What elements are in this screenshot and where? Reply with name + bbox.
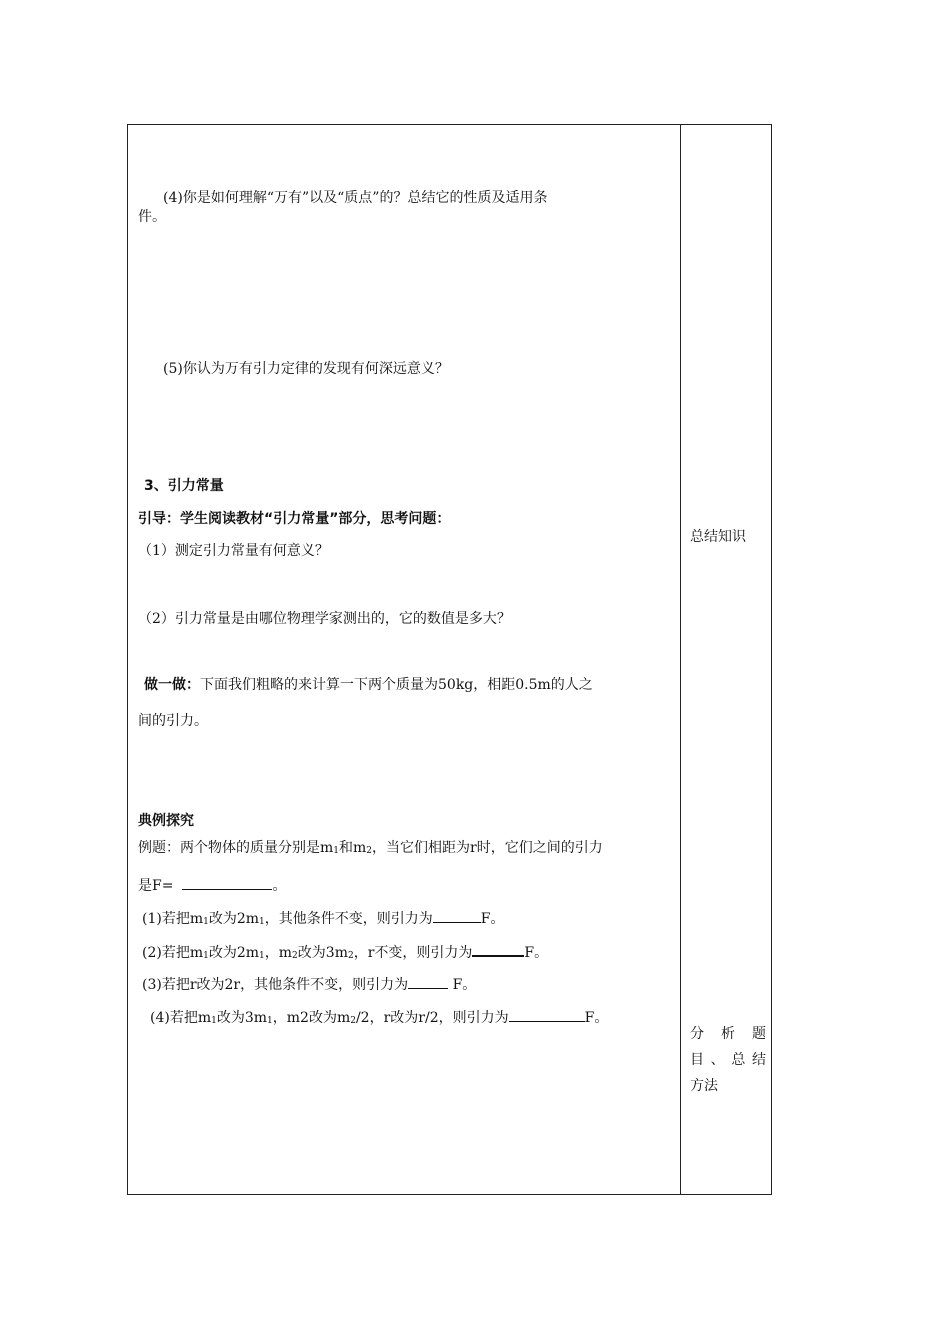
doit-line2: 间的引力。 [138, 713, 208, 729]
doit-line1 [144, 675, 593, 695]
answer-blank-2[interactable] [472, 941, 524, 957]
answer-blank-1[interactable] [433, 908, 481, 923]
answer-blank-f[interactable] [182, 875, 272, 890]
section-3-question-2: （2）引力常量是由哪位物理学家测出的，它的数值是多大？ [138, 611, 511, 627]
side-note-analyze-line3: 方法 [690, 1078, 718, 1094]
doit-label: 做一做： [144, 677, 200, 693]
example-heading: 典例探究 [138, 813, 194, 829]
section-3-question-1: （1）测定引力常量有何意义？ [138, 543, 329, 559]
column-divider [680, 125, 681, 1194]
section-3-heading: 3、引力常量 [144, 478, 224, 494]
side-note-analyze-line1: 分析题 [690, 1026, 766, 1042]
lesson-table [127, 124, 772, 1195]
doit-text-1: 下面我们粗略的来计算一下两个质量为50kg，相距0.5m的人之 [200, 677, 593, 693]
question-4-line2: 件。 [138, 209, 166, 225]
example-intro: 例题：两个物体的质量分别是$m_1$和$m_2$，当它们相距为r时，它们之间的引力 [138, 840, 603, 856]
answer-blank-4[interactable] [509, 1007, 585, 1022]
question-4-line1: (4)你是如何理解“万有”以及“质点”的？总结它的性质及适用条 [163, 190, 548, 206]
example-formula-line: 是F= 。 [138, 875, 286, 896]
example-part-2: (2)若把$m_1$改为$2m_1$，$m_2$改为$3m_2$，r不变，则引力为 F。 [142, 941, 548, 966]
example-part-3: (3)若把r改为2r，其他条件不变，则引力为 F。 [142, 974, 476, 995]
section-3-guide: 引导：学生阅读教材“引力常量”部分，思考问题： [138, 511, 451, 527]
side-note-analyze-line2: 目、总结 [690, 1052, 766, 1068]
example-part-4: (4)若把$m_1$改为$3m_1$，m2改为$m_2/2$，r改为r/2，则引力为 F。 [150, 1007, 608, 1031]
question-5: (5)你认为万有引力定律的发现有何深远意义？ [163, 361, 449, 377]
answer-blank-3[interactable] [408, 974, 448, 989]
side-note-summary: 总结知识 [690, 529, 746, 545]
example-part-1: (1)若把$m_1$改为$2m_1$，其他条件不变，则引力为 F。 [142, 908, 504, 932]
